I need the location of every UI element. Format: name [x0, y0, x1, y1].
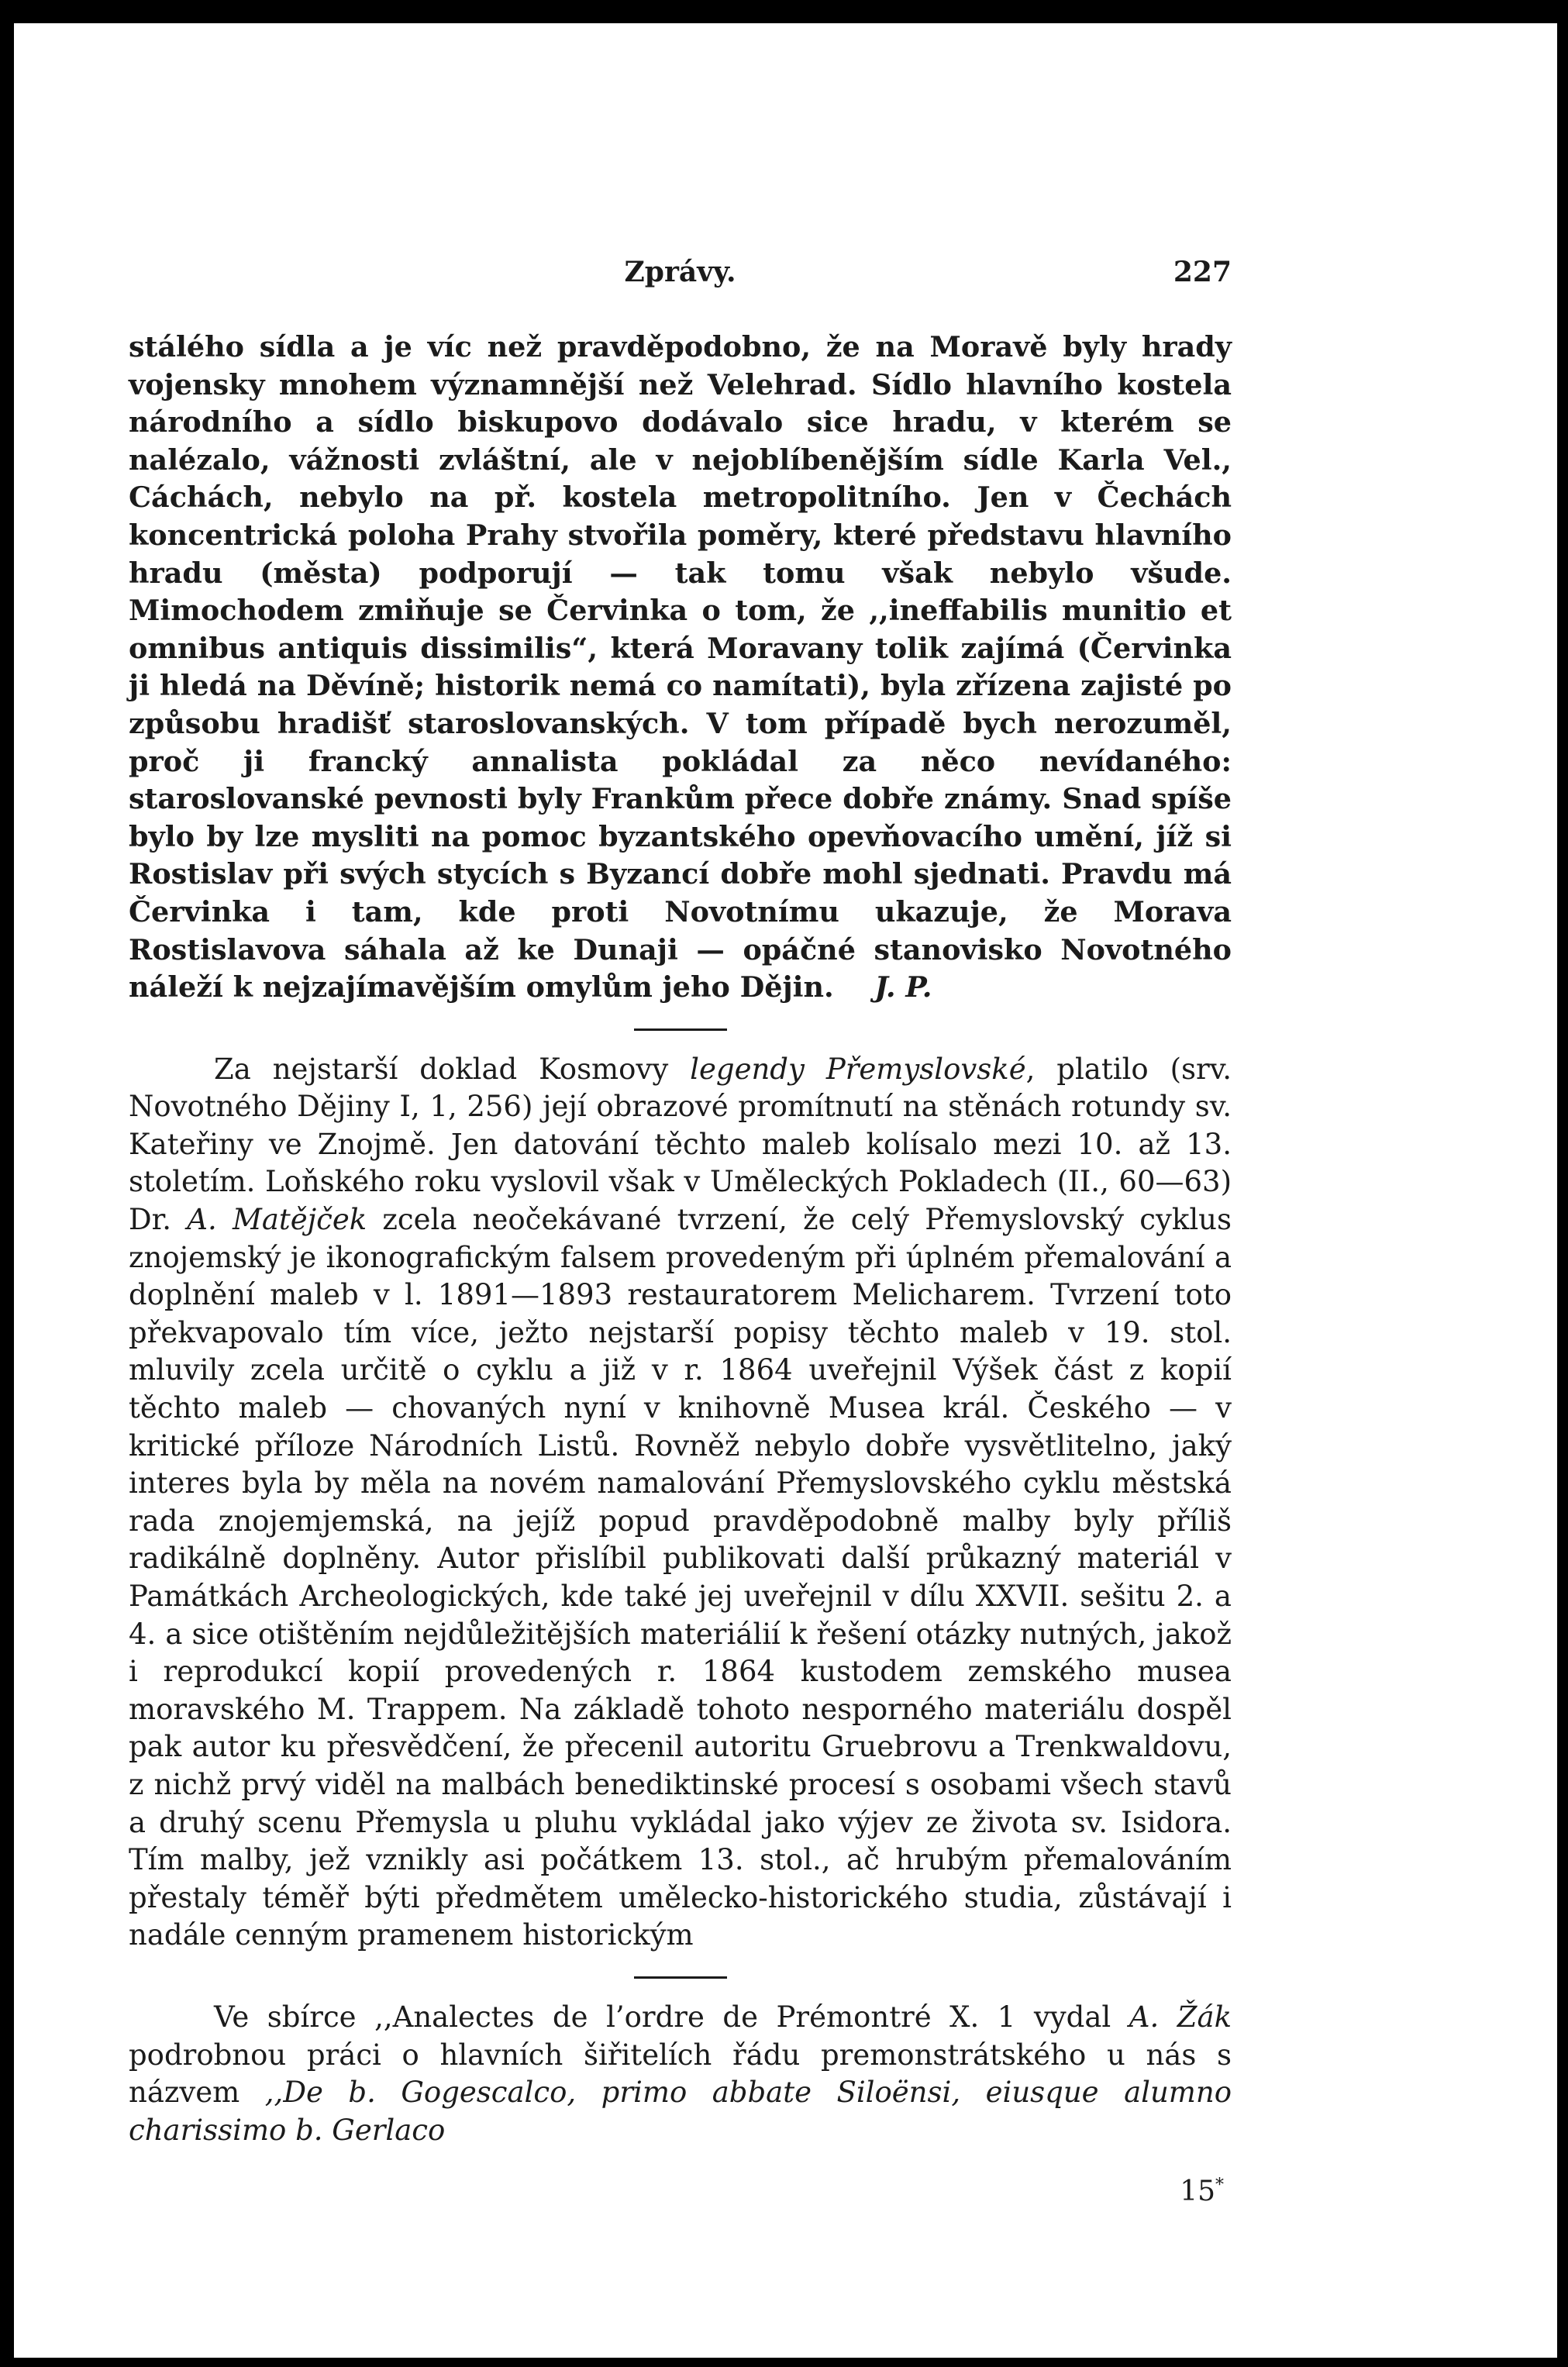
- paragraph-1-text: stálého sídla a je víc než pravděpodobno, že na Moravě byly hrady vojensky mnohem významnější než Velehrad. Sídlo hlavního kostela národního a sídlo biskupovo dodávalo sice hradu, v kterém se nalézalo, vážnosti zvláštní, ale v nejoblíbenějším sídle Karla Vel., Cáchách, nebylo na př. kostela metropolitního. Jen v Čechách koncentrická poloha Prahy stvořila poměry, které představu hlavního hradu (města) podporují — tak tomu však nebylo všude. Mimochodem zmiňuje se Červinka o tom, že ,,ineffabilis munitio et omnibus antiquis dissimilis“, která Moravany tolik zajímá (Červinka ji hledá na Děvíně; historik nemá co namítati), byla zřízena zajisté po způsobu hradišť staroslovanských. V tom případě bych nerozuměl, proč ji francký annalista pokládal za něco nevídaného: staroslovanské pevnosti byly Frankům přece dobře známy. Snad spíše bylo by lze mysliti na pomoc byzantského opevňovacího umění, jíž si Rostislav při svých stycích s Byzancí dobře mohl sjednati. Pravdu má Červinka i tam, kde proti Novotnímu ukazuje, že Morava Rostislavova sáhala až ke Dunaji — opáčné stanovisko Novotného náleží k nejzajímavějším omylům jeho Dějin.: [129, 330, 1232, 1004]
- paragraph-2: [129, 1051, 1232, 1955]
- page-number: 227: [1173, 256, 1232, 288]
- paragraph-3-text-a: Ve sbírce ,,Analectes de l’ordre de Prémontré X. 1 vydal: [214, 2000, 1129, 2034]
- running-header: [129, 256, 1232, 302]
- paragraph-1: [129, 329, 1232, 1007]
- paragraph-3: [129, 1999, 1232, 2149]
- signature-mark: [129, 2176, 1232, 2207]
- paragraph-3-italic-title: ,,De b. Gogescalco, primo abbate Siloënsi, eiusque alumno charissimo b. Gerlaco: [129, 2076, 1232, 2147]
- paragraph-3-italic-author: A. Žák: [1129, 2000, 1232, 2034]
- section-title: Zprávy.: [624, 256, 736, 288]
- paragraph-3-text-b: podrobnou práci o hlavních šiřitelích řádu premonstrátského u nás s názvem: [129, 2038, 1232, 2110]
- section-divider: [634, 1028, 727, 1031]
- text-column: [129, 256, 1232, 2207]
- signature-mark-number: 15: [1180, 2176, 1215, 2208]
- page: [14, 23, 1557, 2358]
- paragraph-2-text-a: Za nejstarší doklad Kosmovy: [214, 1052, 691, 1086]
- paragraph-2-italic-author: A. Matějček: [187, 1203, 367, 1237]
- section-divider: [634, 1976, 727, 1979]
- signature-mark-star: *: [1215, 2176, 1224, 2196]
- paragraph-2-text-b: , platilo (srv. Novotného Dějiny I, 1, 256) její obrazové promítnutí na stěnách rotundy sv. Kateřiny ve Znojmě. Jen datování těchto maleb kolísalo mezi 10. až 13. stoletím. Loňského roku vyslovil však v Uměleckých Pokladech (II., 60—63) Dr.: [129, 1052, 1232, 1237]
- paragraph-2-text-c: zcela neočekávané tvrzení, že celý Přemyslovský cyklus znojemský je ikonografickým falsem provedeným při úplném přemalování a doplnění maleb v l. 1891—1893 restauratorem Melicharem. Tvrzení toto překvapovalo tím více, ježto nejstarší popisy těchto maleb v 19. stol. mluvily zcela určitě o cyklu a již v r. 1864 uveřejnil Výšek část z kopií těchto maleb — chovaných nyní v knihovně Musea král. Českého — v kritické příloze Národních Listů. Rovněž nebylo dobře vysvětlitelno, jaký interes byla by měla na novém namalování Přemyslovského cyklu městská rada znojemjemská, na jejíž popud pravděpodobně malby byly příliš radikálně doplněny. Autor přislíbil publikovati další průkazný materiál v Památkách Archeologických, kde také jej uveřejnil v dílu XXVII. sešitu 2. a 4. a sice otištěním nejdůležitějších materiálií k řešení otázky nutných, jakož i reprodukcí kopií provedených r. 1864 kustodem zemského musea moravského M. Trappem. Na základě tohoto nesporného materiálu dospěl pak autor ku přesvědčení, že přecenil autoritu Gruebrovu a Trenkwaldovu, z nichž prvý viděl na malbách benediktinské procesí s osobami všech stavů a druhý scenu Přemysla u pluhu vykládal jako výjev ze života sv. Isidora. Tím malby, jež vznikly asi počátkem 13. stol., ač hrubým přemalováním přestaly téměř býti předmětem umělecko-historického studia, zůstávají i nadále cenným pramenem historickým: [129, 1203, 1232, 1952]
- paragraph-2-italic-legend: legendy Přemyslovské: [690, 1052, 1026, 1086]
- paragraph-1-signature: J. P.: [874, 970, 932, 1004]
